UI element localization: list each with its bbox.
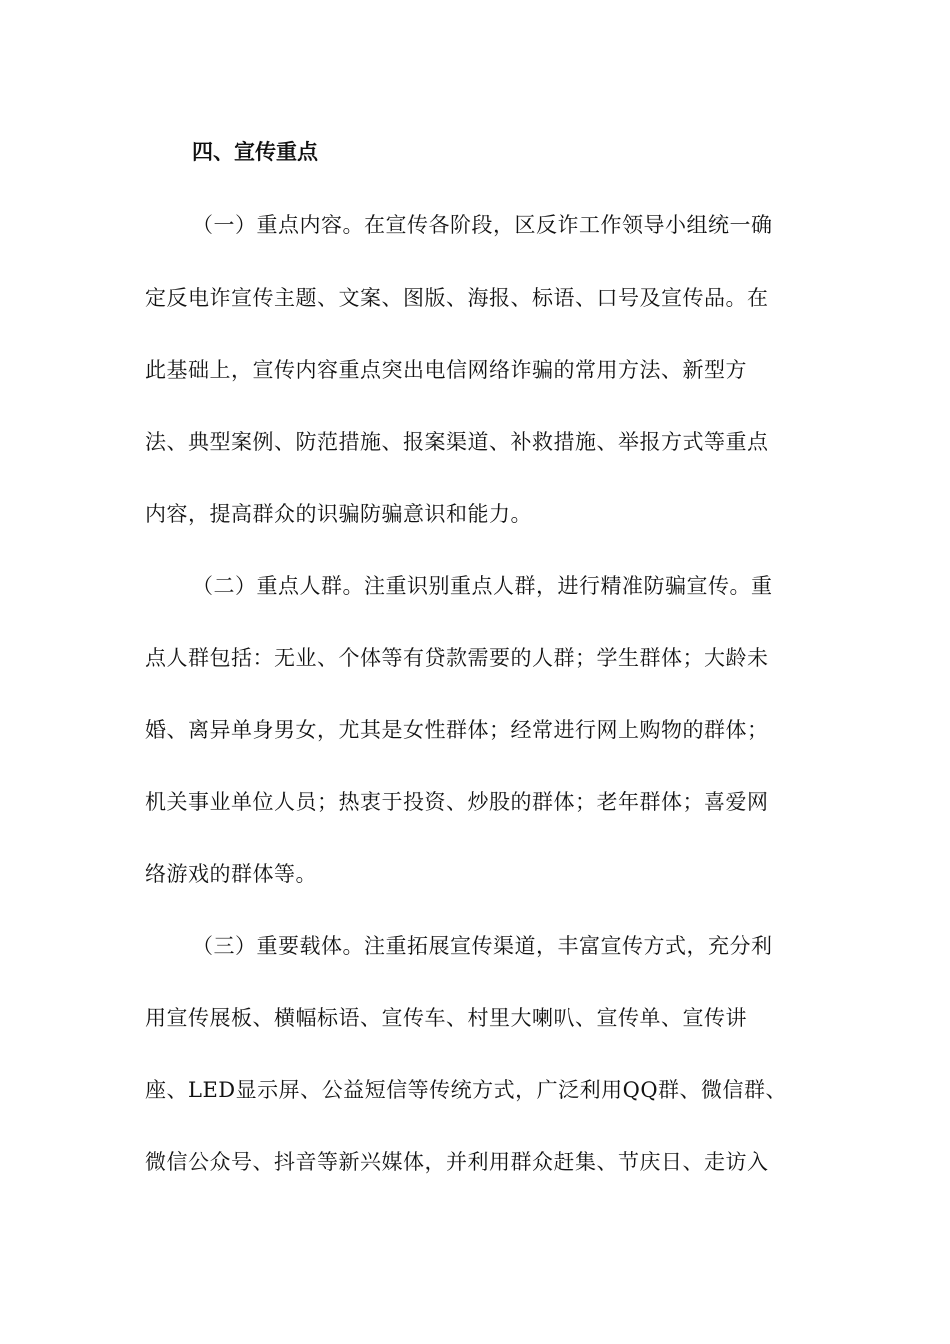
paragraph-line: 婚、离异单身男女，尤其是女性群体；经常进行网上购物的群体； <box>145 718 769 742</box>
paragraph-line: 机关事业单位人员；热衷于投资、炒股的群体；老年群体；喜爱网 <box>145 790 769 814</box>
section-heading: 四、宣传重点 <box>192 139 318 164</box>
paragraph-line: 法、典型案例、防范措施、报案渠道、补救措施、举报方式等重点 <box>145 430 769 454</box>
paragraph-line: （一）重点内容。在宣传各阶段，区反诈工作领导小组统一确 <box>192 213 773 237</box>
paragraph-line: 微信公众号、抖音等新兴媒体，并利用群众赶集、节庆日、走访入 <box>145 1150 769 1174</box>
paragraph-line: 络游戏的群体等。 <box>145 862 317 886</box>
paragraph-line: 定反电诈宣传主题、文案、图版、海报、标语、口号及宣传品。在 <box>145 286 769 310</box>
paragraph-line: 内容，提高群众的识骗防骗意识和能力。 <box>145 502 532 526</box>
paragraph-line: 此基础上，宣传内容重点突出电信网络诈骗的常用方法、新型方 <box>145 358 747 382</box>
paragraph-line: 座、LED显示屏、公益短信等传统方式，广泛利用QQ群、微信群、 <box>145 1078 788 1102</box>
paragraph-line: 点人群包括：无业、个体等有贷款需要的人群；学生群体；大龄未 <box>145 646 769 670</box>
paragraph-line: （三）重要载体。注重拓展宣传渠道，丰富宣传方式，充分利 <box>192 934 773 958</box>
paragraph-line: 用宣传展板、横幅标语、宣传车、村里大喇叭、宣传单、宣传讲 <box>145 1006 747 1030</box>
paragraph-line: （二）重点人群。注重识别重点人群，进行精准防骗宣传。重 <box>192 574 773 598</box>
